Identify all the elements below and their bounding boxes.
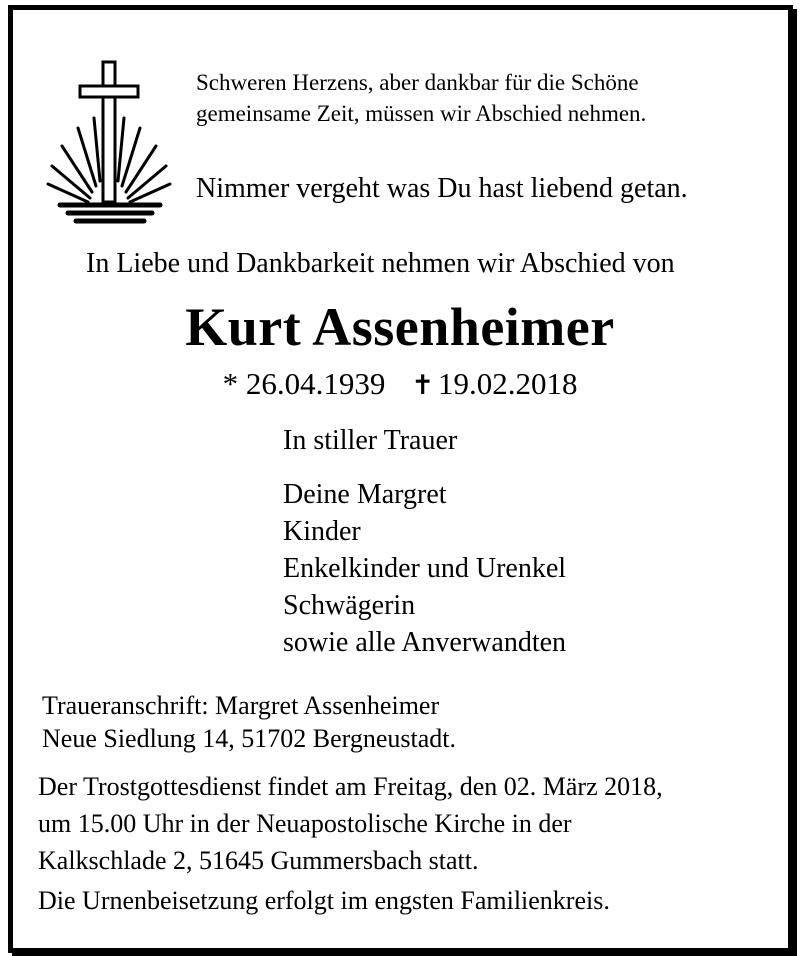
intro-line: Schweren Herzens, aber dankbar für die Schöne (196, 70, 639, 95)
mourning-heading: In stiller Trauer (283, 425, 458, 456)
mourner-item: Kinder (283, 516, 361, 547)
service-info (38, 768, 663, 879)
life-dates (0, 368, 800, 399)
address-line: Traueranschrift: Margret Assenheimer (42, 691, 440, 720)
burial-info: Die Urnenbeisetzung erfolgt im engsten Familienkreis. (38, 886, 610, 915)
mourners-list (283, 476, 566, 661)
address-line: Neue Siedlung 14, 51702 Bergneustadt. (42, 724, 457, 753)
farewell-text: In Liebe und Dankbarkeit nehmen wir Abschied von (86, 248, 675, 279)
intro-text (196, 67, 646, 129)
death-date: 19.02.2018 (437, 366, 578, 401)
mourning-address (42, 689, 456, 755)
service-line: Der Trostgottesdienst findet am Freitag, den 02. März 2018, (38, 772, 663, 801)
service-line: Kalkschlade 2, 51645 Gummersbach statt. (38, 846, 479, 875)
death-cross-icon: ✝ (411, 370, 434, 401)
intro-line: gemeinsame Zeit, müssen wir Abschied nehmen. (196, 101, 647, 126)
mourner-item: Deine Margret (283, 479, 447, 510)
deceased-name: Kurt Assenheimer (185, 297, 615, 357)
mourner-item: Enkelkinder und Urenkel (283, 553, 567, 584)
quote-text: Nimmer vergeht was Du hast liebend getan. (196, 173, 688, 204)
cross-sunrise-icon (40, 56, 180, 226)
birth-date: * 26.04.1939 (222, 366, 386, 401)
mourner-item: sowie alle Anverwandten (283, 627, 567, 658)
service-line: um 15.00 Uhr in der Neuapostolische Kirche in der (38, 809, 572, 838)
mourner-item: Schwägerin (283, 590, 416, 621)
